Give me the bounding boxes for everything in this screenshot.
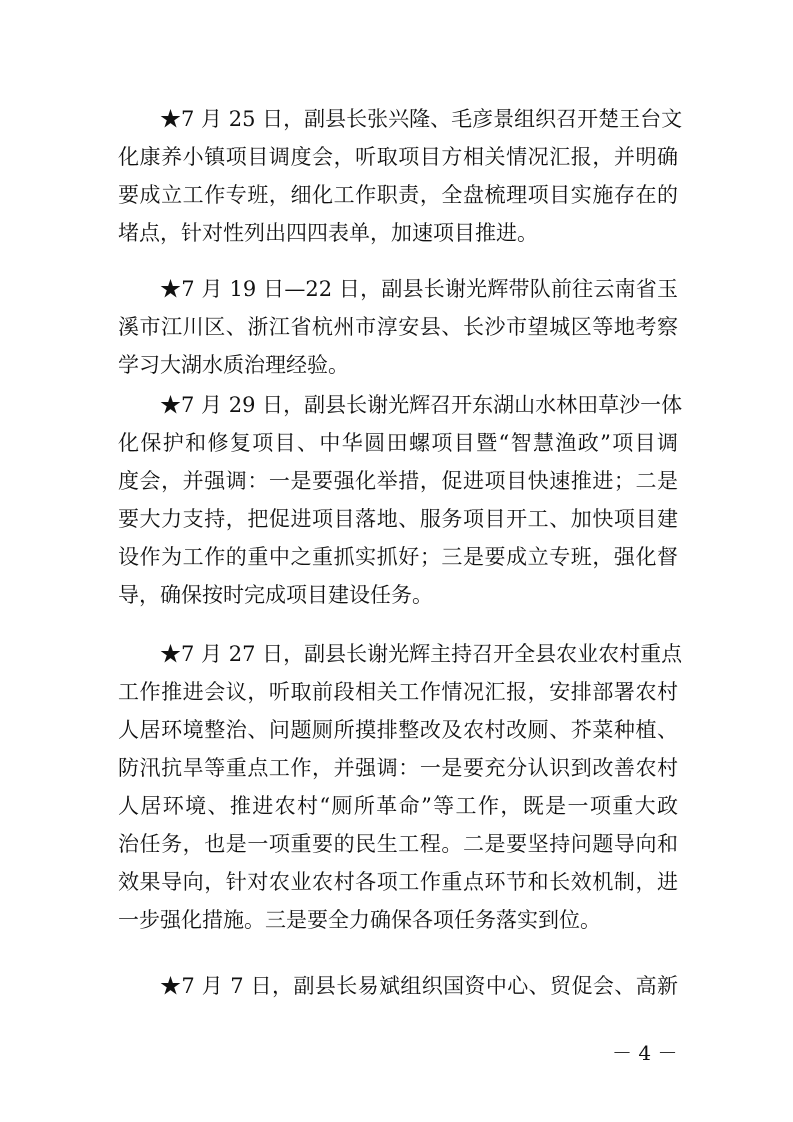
text-line: 工作推进会议，听取前段相关工作情况汇报，安排部署农村 <box>118 680 678 704</box>
paragraph-2 <box>118 270 678 384</box>
paragraph-4 <box>118 635 683 939</box>
text-line: 化保护和修复项目、中华圆田螺项目暨“智慧渔政”项目调 <box>118 431 678 455</box>
text-line: ★7 月 27 日，副县长谢光辉主持召开全县农业农村重点 <box>160 642 683 666</box>
text-line: 人居环境、推进农村“厕所革命”等工作，既是一项重大政 <box>118 794 678 818</box>
text-line: 堵点，针对性列出四四表单，加速项目推进。 <box>118 221 538 245</box>
text-line: 要成立工作专班，细化工作职责，全盘梳理项目实施存在的 <box>118 183 678 207</box>
text-line: ★7 月 29 日，副县长谢光辉召开东湖山水林田草沙一体 <box>160 393 683 417</box>
text-line: 防汛抗旱等重点工作，并强调：一是要充分认识到改善农村 <box>118 756 678 780</box>
text-line: 设作为工作的重中之重抓实抓好；三是要成立专班，强化督 <box>118 545 678 569</box>
text-line: ★7 月 19 日—22 日，副县长谢光辉带队前往云南省玉 <box>160 277 678 301</box>
text-line: 效果导向，针对农业农村各项工作重点环节和长效机制，进 <box>118 870 678 894</box>
text-line: 学习大湖水质治理经验。 <box>118 353 349 377</box>
paragraph-5 <box>118 967 678 1005</box>
text-line: 化康养小镇项目调度会，听取项目方相关情况汇报，并明确 <box>118 145 678 169</box>
text-line: ★7 月 7 日，副县长易斌组织国资中心、贸促会、高新 <box>160 974 678 998</box>
text-line: 一步强化措施。三是要全力确保各项任务落实到位。 <box>118 908 601 932</box>
text-line: 溪市江川区、浙江省杭州市淳安县、长沙市望城区等地考察 <box>118 315 678 339</box>
page-number: － 4 － <box>612 1041 678 1065</box>
paragraph-3 <box>118 386 683 614</box>
paragraph-1 <box>118 100 683 252</box>
text-line: 治任务，也是一项重要的民生工程。二是要坚持问题导向和 <box>118 832 678 856</box>
text-line: 人居环境整治、问题厕所摸排整改及农村改厕、芥菜种植、 <box>118 718 678 742</box>
text-line: 导，确保按时完成项目建设任务。 <box>118 583 433 607</box>
text-line: 要大力支持，把促进项目落地、服务项目开工、加快项目建 <box>118 507 678 531</box>
text-line: ★7 月 25 日，副县长张兴隆、毛彦景组织召开楚王台文 <box>160 107 683 131</box>
text-line: 度会，并强调：一是要强化举措，促进项目快速推进；二是 <box>118 469 678 493</box>
